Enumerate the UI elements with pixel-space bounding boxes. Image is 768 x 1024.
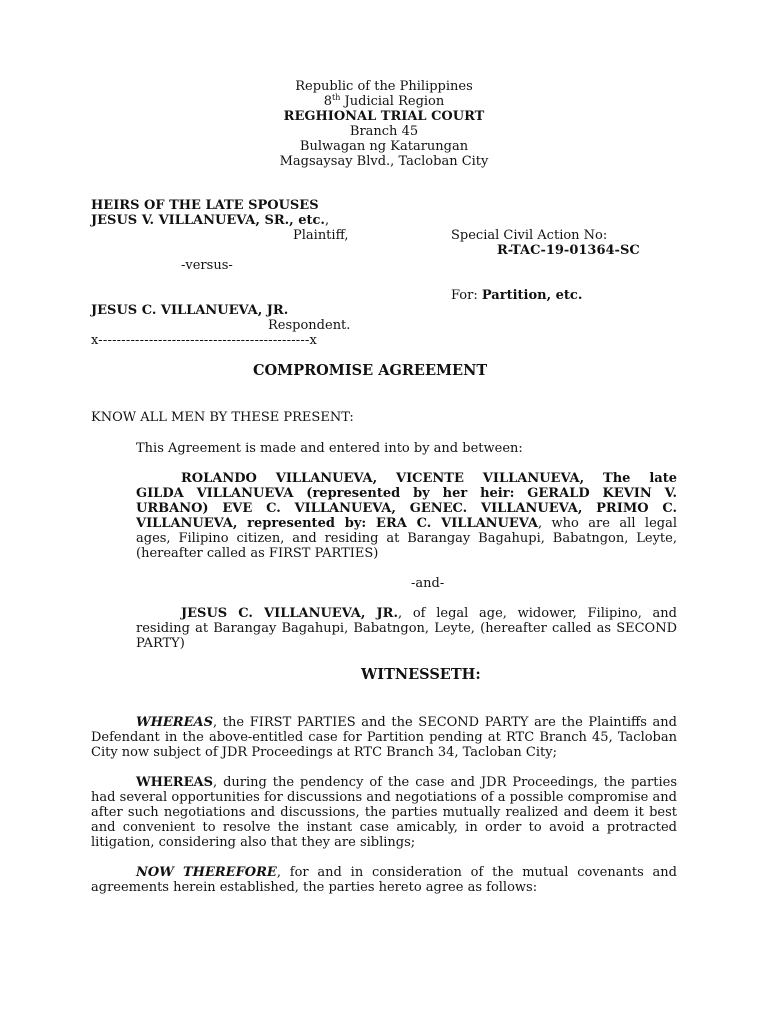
region-number: 8 [323, 94, 333, 109]
whereas1-line-3: City now subject of JDR Proceedings at RTC Branch 34, Tacloban City; [91, 745, 557, 760]
now-therefore-line-2: agreements herein established, the parties hereto agree as follows: [91, 880, 538, 895]
first-parties-rep: VILLANUEVA, represented by: ERA C. VILLANUEVA [136, 516, 538, 531]
first-parties-line-3: URBANO) EVE C. VILLANUEVA, GENEC. VILLANUEVA, PRIMO C. [136, 501, 677, 516]
whereas2-line-3: after such negotiations and discussions, the parties mutually realized and deem it best [91, 805, 677, 820]
header-address: Magsaysay Blvd., Tacloban City [279, 154, 489, 169]
whereas1-lead: WHEREAS [136, 715, 213, 730]
whereas2-line-5: litigation, considering also that they are siblings; [91, 835, 416, 850]
now-therefore-line-1 [91, 865, 677, 880]
second-party-line-3: PARTY) [136, 636, 185, 651]
and-separator: -and- [411, 576, 445, 591]
document-title: COMPROMISE AGREEMENT [253, 362, 488, 379]
plaintiff-line-2 [91, 213, 329, 228]
header-branch: Branch 45 [349, 124, 419, 139]
first-parties-rest: , who are all legal [537, 516, 677, 531]
header-building: Bulwagan ng Katarungan [299, 139, 469, 154]
for-value: Partition, etc. [481, 288, 583, 303]
now-therefore-lead: NOW THEREFORE [136, 865, 277, 880]
header-republic: Republic of the Philippines [295, 79, 473, 94]
caption-separator: x----------------------------------------------x [91, 333, 318, 348]
region-text: Judicial Region [340, 94, 445, 109]
respondent-name: JESUS C. VILLANUEVA, JR. [91, 303, 289, 318]
plaintiff-name: JESUS V. VILLANUEVA, SR., etc. [91, 213, 325, 228]
for-line [451, 288, 582, 303]
region-superscript: th [332, 93, 341, 102]
whereas2-rest: , during the pendency of the case and JDR Proceedings, the parties [212, 775, 677, 790]
whereas2-line-4: and convenient to resolve the instant case amicably, in order to avoid a protracted [91, 820, 677, 835]
second-party-line-2: residing at Barangay Bagahupi, Babatngon, Leyte, (hereafter called as SECOND [136, 621, 677, 636]
plaintiff-comma: , [324, 213, 330, 228]
know-all-men: KNOW ALL MEN BY THESE PRESENT: [91, 410, 354, 425]
whereas2-line-2: had several opportunities for discussions and negotiations of a possible compromise and [91, 790, 677, 805]
second-party-rest: , of legal age, widower, Filipino, and [398, 606, 677, 621]
case-number: R-TAC-19-01364-SC [497, 243, 640, 258]
second-party-name: JESUS C. VILLANUEVA, JR. [181, 606, 398, 621]
first-parties-text-1: ROLANDO VILLANUEVA, VICENTE VILLANUEVA, The late [181, 471, 677, 486]
first-parties-line-4 [136, 516, 677, 531]
first-parties-line-1 [136, 471, 677, 486]
first-parties-line-6: (hereafter called as FIRST PARTIES) [136, 546, 379, 561]
for-label: For: [451, 288, 482, 303]
now-therefore-rest: , for and in consideration of the mutual covenants and [276, 865, 677, 880]
versus: -versus- [181, 258, 233, 273]
whereas1-line-2: Defendant in the above-entitled case for Partition pending at RTC Branch 45, Tacloban [91, 730, 677, 745]
whereas1-line-1 [91, 715, 677, 730]
respondent-role: Respondent. [268, 318, 351, 333]
header-court: REGHIONAL TRIAL COURT [283, 109, 485, 124]
case-label: Special Civil Action No: [451, 228, 608, 243]
witnesseth-heading: WITNESSETH: [361, 666, 481, 683]
first-parties-line-2: GILDA VILLANUEVA (represented by her heir: GERALD KEVIN V. [136, 486, 677, 501]
plaintiff-line-1: HEIRS OF THE LATE SPOUSES [91, 198, 319, 213]
whereas1-rest: , the FIRST PARTIES and the SECOND PARTY are the Plaintiffs and [212, 715, 677, 730]
first-parties-line-5: ages, Filipino citizen, and residing at Barangay Bagahupi, Babatngon, Leyte, [136, 531, 677, 546]
second-party-line-1 [136, 606, 677, 621]
plaintiff-role: Plaintiff, [293, 228, 349, 243]
intro-line: This Agreement is made and entered into by and between: [136, 441, 523, 456]
whereas2-line-1 [91, 775, 677, 790]
whereas2-lead: WHEREAS [136, 775, 213, 790]
header-region [0, 94, 768, 109]
